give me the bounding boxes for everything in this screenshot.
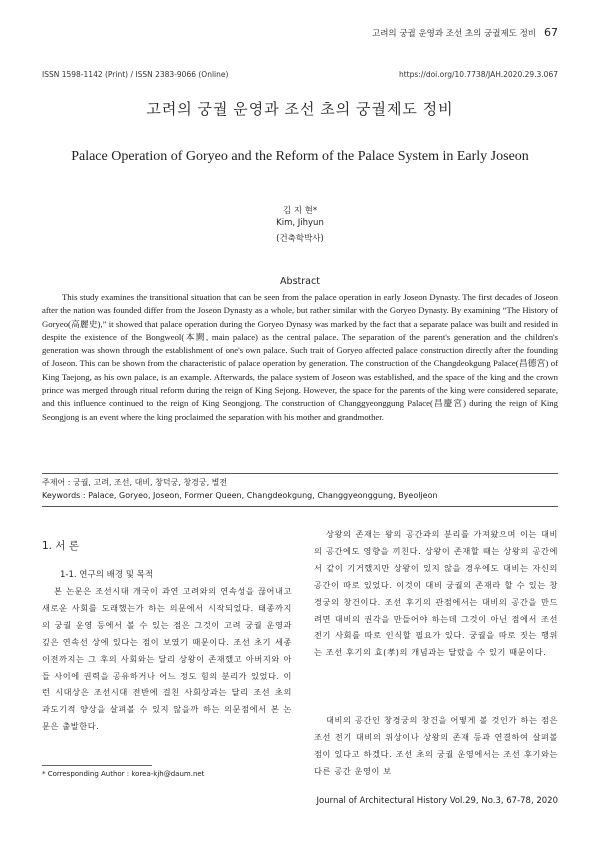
keywords-top-divider bbox=[42, 473, 558, 474]
abstract-heading: Abstract bbox=[280, 276, 320, 287]
running-head bbox=[372, 26, 558, 39]
footnote-divider bbox=[42, 765, 152, 766]
right-column-paragraph-2: 대비의 공간인 창경궁의 창건을 어떻게 볼 것인가 하는 점은 조선 전기 대비의 위상이나 상왕의 존재 등과 연결하여 살펴볼 점이 있다고 하겠다. 조선 초의 궁궐 운영에서는 조선 후기와는 다른 공간 운영이 보 bbox=[314, 715, 558, 776]
left-column-paragraph: 본 논문은 조선시대 개국이 과연 고려와의 연속성을 끊어내고 새로운 사회를 도래했는가 하는 의문에서 시작되었다. 태종까지의 궁궐 운영 등에서 볼 수 있는 점은 그것이 고려 궁궐 운영과 깊은 연속선 상에 있다는 점이 보였기 때문이다. 조선 초기 세종 이전까지는 그 후의 사회와는 달리 상왕이 존재했고 아버지와 아들 사이에 권력을 공유하거나 어느 정도 힘의 분리가 있었다. 이런 시대상은 조선시대 전반에 걸친 사회상과는 달리 조선 초의 과도기적 양상을 살펴볼 수 있지 않을까 하는 의문점에서 본 논문은 출발한다. bbox=[42, 586, 292, 732]
title-korean: 고려의 궁궐 운영과 조선 초의 궁궐제도 정비 bbox=[146, 102, 454, 118]
author-name-english: Kim, Jihyun bbox=[276, 218, 324, 228]
keywords-bottom-divider bbox=[42, 506, 558, 507]
journal-footer: Journal of Architectural History Vol.29, No.3, 67-78, 2020 bbox=[316, 796, 558, 806]
right-column-paragraph-1: 상왕의 존재는 왕의 공간과의 분리를 가져왔으며 이는 대비의 공간에도 영향을 끼친다. 상왕이 존재할 때는 상왕의 공간에서 같이 기거했지만 상왕이 있지 않을 경우에도 대비는 자신의 공간이 따로 있었다. 이것이 대비 궁궐의 존재라 할 수 있는 창경궁의 창건이다. 조선 후기의 관점에서는 대비의 공간을 만드려면 대비의 권각을 만들어야 하는데 그것이 아닌 점에서 조선 전기 사회를 따로 인식할 필요가 있다. 궁궐을 따로 짓는 행위는 조선 후기의 효(孝)의 개념과는 달랐을 수 있기 때문이다. bbox=[314, 529, 558, 658]
subsection-heading: 1-1. 연구의 배경 및 목적 bbox=[60, 570, 154, 580]
title-english: Palace Operation of Goryeo and the Reform of the Palace System in Early Joseon bbox=[71, 149, 529, 164]
author-name-korean: 김 지 현* bbox=[282, 206, 318, 216]
footnote: * Corresponding Author : korea-kjh@daum.net bbox=[42, 770, 205, 778]
page-number: 67 bbox=[544, 26, 558, 39]
section-heading: 1. 서 론 bbox=[42, 540, 79, 552]
author-affiliation: (건축학박사) bbox=[276, 234, 324, 244]
doi-link[interactable]: https://doi.org/10.7738/JAH.2020.29.3.067 bbox=[398, 70, 558, 79]
running-title: 고려의 궁궐 운영과 조선 초의 궁궐제도 정비 bbox=[371, 29, 536, 39]
keywords-english: Keywords : Palace, Goryeo, Joseon, Former Queen, Changdeokgung, Changgyeonggung, Byeoljeon bbox=[42, 491, 438, 500]
abstract-body: This study examines the transitional situation that can be seen from the palace operation in early Joseon Dynasty. The first decades of Joseon after the nation was founded differ from the Joseon Dynasty as a whole, but rather similar with the Goryeo Dynasty. By examining “The History of Goryeo(高麗史),” it showed that palace operation during the Goryeo Dynasy was marked by the fact that a separate palace was built and resided in despite the existence of the Bongweol(本闕, main palace) as the central palace. The separation of the parent's generation and the children's generation was shown through the establishment of one's own palace. Such trait of Goryeo affected palace construction directly after the founding of Joseon. This can be shown from the characteristic of palace operation by generation. The construction of the Changdeokgung Palace(昌德宮) of King Taejong, as his own palace, is an example. Afterwards, the palace system of Joseon was established, and the space of the king and the crown prince was merged through ritual reform during the reign of King Sejong. However, the space for the parents of the king were considered separate, and this influence continued to the reign of King Seongjong. The construction of Changgyeonggung Palace(昌慶宮) during the reign of King Seongjong is an event where the king proclaimed the separation with his mother and grandmother. bbox=[42, 292, 558, 422]
issn-line: ISSN 1598-1142 (Print) / ISSN 2383-9066 (Online) bbox=[42, 70, 229, 79]
keywords-korean: 주제어 : 궁궐, 고려, 조선, 대비, 창덕궁, 창경궁, 별전 bbox=[42, 478, 228, 487]
